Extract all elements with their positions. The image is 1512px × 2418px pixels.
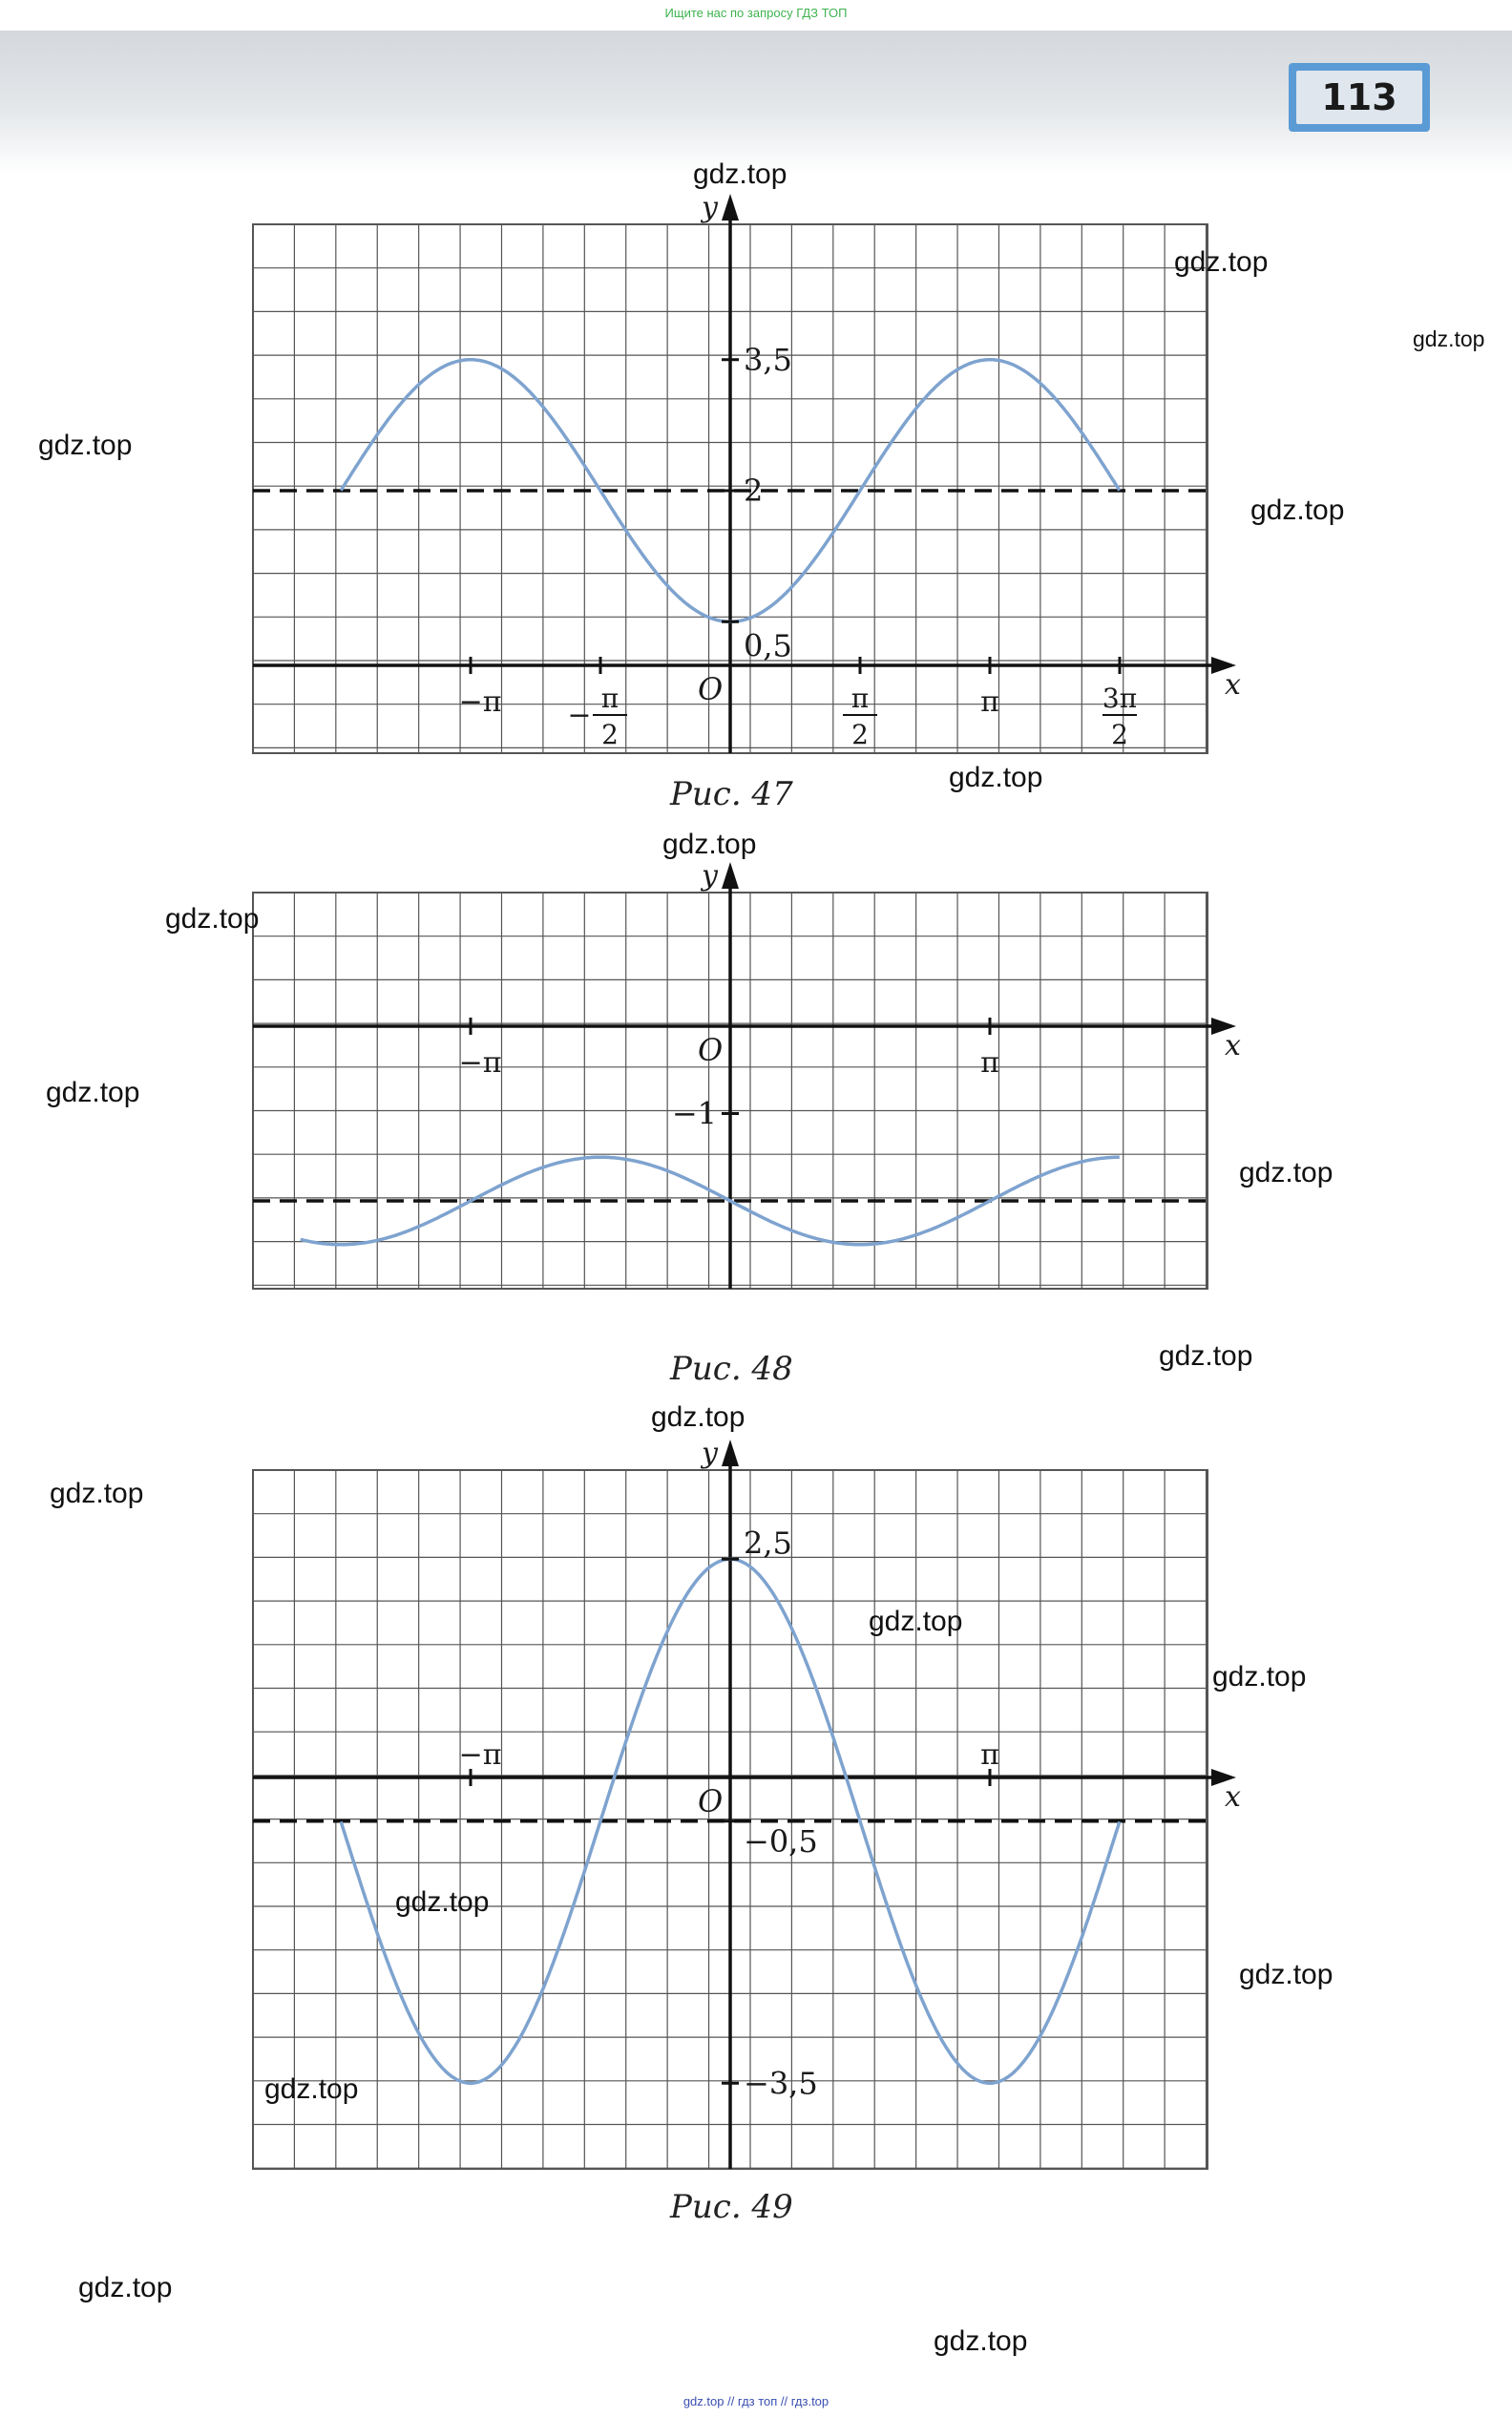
watermark: gdz.top — [1159, 1340, 1253, 1372]
watermark: gdz.top — [662, 829, 757, 860]
x-tick-label: π — [980, 1738, 999, 1772]
y-tick-label: −1 — [671, 1095, 717, 1132]
watermark: gdz.top — [50, 1478, 144, 1509]
y-tick-label: −0,5 — [744, 1822, 818, 1860]
watermark: gdz.top — [1239, 1157, 1334, 1188]
x-tick-label-denominator: 2 — [601, 719, 619, 750]
x-tick-label-denominator: 2 — [851, 719, 869, 750]
origin-label: O — [698, 1032, 724, 1068]
x-tick-label-denominator: 2 — [1111, 719, 1128, 750]
watermark: gdz.top — [693, 158, 788, 190]
x-tick-label: −π — [458, 1046, 502, 1080]
x-tick-label: −π — [458, 1738, 502, 1772]
x-axis-label: x — [1225, 1780, 1241, 1814]
watermark: gdz.top — [1174, 246, 1269, 278]
page-number: 113 — [1296, 71, 1422, 124]
x-tick-label: −π — [458, 685, 502, 719]
watermark: gdz.top — [395, 1886, 490, 1918]
x-tick-label: π — [980, 1046, 999, 1080]
y-axis-arrow — [722, 1440, 739, 1466]
x-axis-label: x — [1225, 668, 1241, 702]
y-tick-label: 3,5 — [744, 341, 792, 378]
y-axis-label: y — [702, 859, 718, 893]
x-tick-label-numerator: π — [600, 683, 620, 714]
y-tick-label: 0,5 — [744, 627, 792, 664]
top-note: Ищите нас по запросу ГДЗ ТОП — [664, 6, 848, 20]
watermark: gdz.top — [264, 2073, 359, 2105]
y-axis-label: y — [702, 191, 718, 224]
watermark: gdz.top — [1250, 494, 1345, 526]
caption-47: Рис. 47 — [670, 775, 793, 813]
watermark: gdz.top — [78, 2272, 173, 2303]
y-tick-label: −3,5 — [744, 2065, 818, 2102]
watermark: gdz.top — [38, 430, 133, 461]
bottom-note: gdz.top // гдз топ // гдз.top — [682, 2394, 830, 2408]
watermark: gdz.top — [949, 762, 1043, 793]
watermark: gdz.top — [651, 1401, 746, 1433]
y-axis-label: y — [702, 1437, 718, 1470]
y-tick-label: 2 — [744, 473, 764, 509]
x-tick-label-numerator: π — [850, 683, 870, 714]
watermark: gdz.top — [46, 1077, 140, 1108]
watermark: gdz.top — [1239, 1959, 1334, 1990]
y-tick-label: 2,5 — [744, 1524, 792, 1562]
caption-48: Рис. 48 — [670, 1350, 793, 1388]
watermark: gdz.top — [165, 903, 260, 935]
origin-label: O — [698, 671, 724, 707]
watermark: gdz.top — [1413, 326, 1485, 351]
x-tick-label: π — [980, 685, 999, 719]
origin-label: O — [698, 1783, 724, 1819]
x-axis-label: x — [1225, 1029, 1241, 1062]
watermark: gdz.top — [869, 1606, 963, 1637]
x-tick-label-numerator: 3π — [1102, 683, 1138, 714]
watermark: gdz.top — [1212, 1661, 1307, 1693]
watermark: gdz.top — [934, 2325, 1028, 2357]
x-tick-label-sign: − — [567, 699, 592, 732]
caption-49: Рис. 49 — [670, 2188, 793, 2226]
